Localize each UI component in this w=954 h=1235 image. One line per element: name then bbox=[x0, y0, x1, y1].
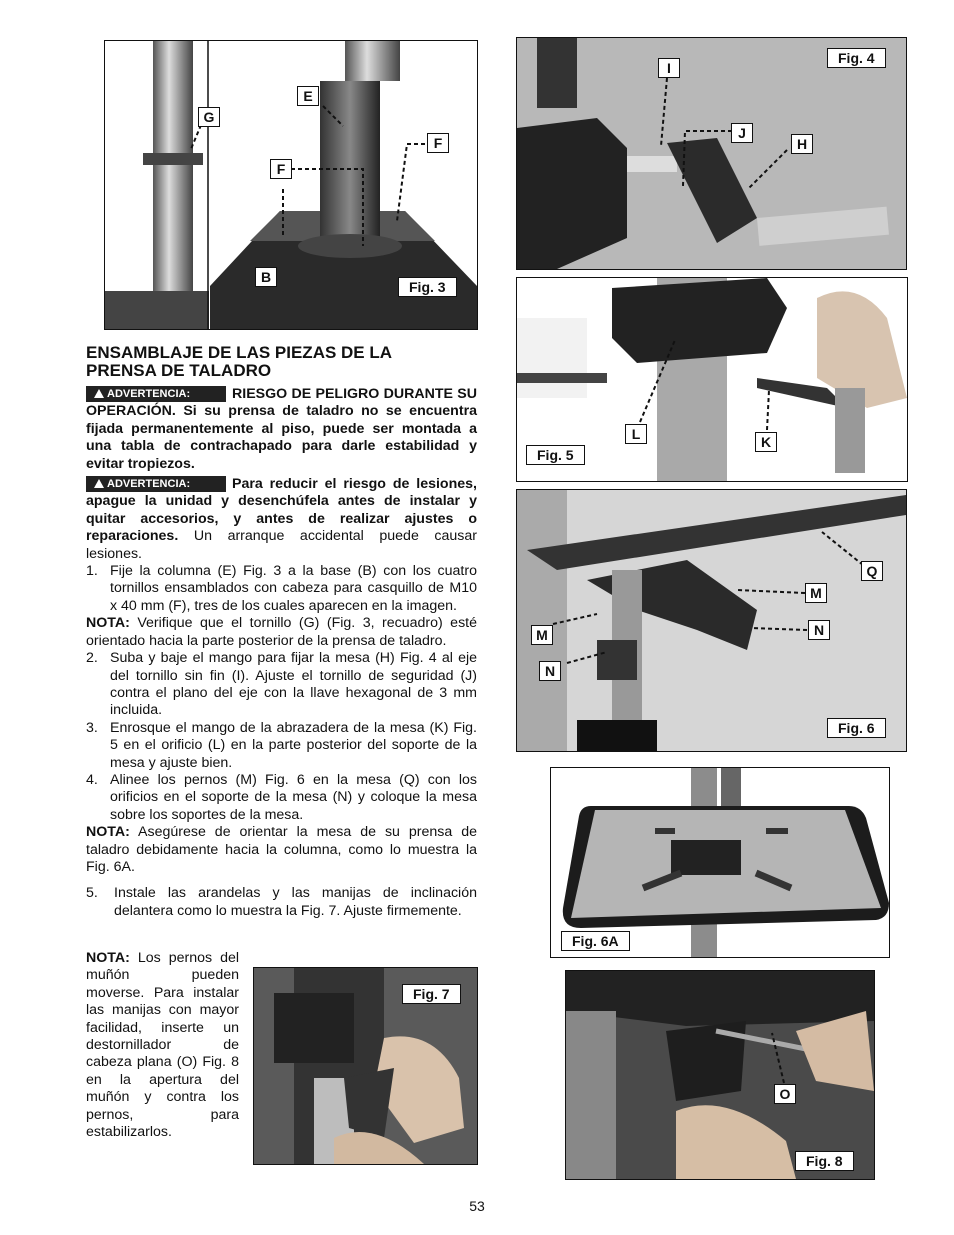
note-label: NOTA: bbox=[86, 824, 130, 841]
callout-q: Q bbox=[861, 561, 883, 581]
step-1 bbox=[86, 563, 477, 615]
step-3 bbox=[86, 720, 477, 772]
note-label: NOTA: bbox=[86, 615, 130, 632]
figure-8 bbox=[565, 970, 875, 1180]
warning-triangle-icon bbox=[94, 389, 104, 398]
callout-n-right: N bbox=[808, 620, 830, 640]
warning-2-bold-text: Para reducir el riesgo de lesiones, apague la unidad y desenchúfela antes de instalar y quitar accesorios, y antes de realizar ajustes o reparaciones. bbox=[86, 476, 477, 545]
callout-e: E bbox=[297, 86, 319, 106]
fig4-leaders bbox=[517, 38, 906, 269]
callout-o: O bbox=[774, 1084, 796, 1104]
callout-h: H bbox=[791, 134, 813, 154]
callout-f-right: F bbox=[427, 133, 449, 153]
fig3-label: Fig. 3 bbox=[398, 277, 457, 297]
page-number: 53 bbox=[469, 1198, 485, 1214]
step-text: Alinee los pernos (M) Fig. 6 en la mesa (Q) con los orificios en el soporte de la mesa (N) y coloque la mesa sobre los soportes de la mesa. bbox=[110, 771, 477, 823]
figure-6 bbox=[516, 489, 907, 752]
step-number: 3. bbox=[86, 719, 98, 736]
callout-m-right: M bbox=[805, 583, 827, 603]
figure-5 bbox=[516, 277, 908, 482]
warning-2 bbox=[86, 476, 477, 563]
section-title-line1: ENSAMBLAJE DE LAS PIEZAS DE LA bbox=[86, 343, 393, 362]
text-column bbox=[86, 344, 477, 920]
warning-2-text: Un arranque accidental puede causar lesiones. bbox=[86, 528, 477, 562]
note-label: NOTA: bbox=[86, 950, 130, 966]
note-1 bbox=[86, 615, 477, 650]
callout-j: J bbox=[731, 123, 753, 143]
note-3 bbox=[86, 950, 239, 1141]
step-number: 5. bbox=[86, 885, 98, 902]
note-3-text: Los pernos del muñón pueden moverse. Para instalar las manijas con mayor facilidad, inserte un destornillador de cabeza plana (O) Fig. 8 en la apertura del muñón y contra los pernos, para estabilizarlos. bbox=[86, 950, 239, 1141]
section-title bbox=[86, 344, 477, 380]
step-text: Suba y baje el mango para fijar la mesa (H) Fig. 4 al eje del tornillo sin fin (I). Ajuste el tornillo de seguridad (J) contra el plano del eje con la llave hexagonal de 3 mm incluida. bbox=[110, 650, 477, 719]
figure-6a bbox=[550, 767, 890, 958]
callout-k: K bbox=[755, 432, 777, 452]
step-number: 2. bbox=[86, 650, 98, 667]
step-number: 1. bbox=[86, 563, 98, 580]
warning-1-text: RIESGO DE PELIGRO DURANTE SU OPERACIÓN. Si su prensa de taladro no se encuentra fijada permanentemente al piso, puede ser montada a una tabla de contrachapado para darle estabilidad y evitar tropiezos. bbox=[86, 386, 477, 472]
warning-triangle-icon bbox=[94, 479, 104, 488]
step-2 bbox=[86, 650, 477, 720]
warning-1 bbox=[86, 386, 477, 473]
figure-3 bbox=[104, 40, 478, 330]
callout-f-left: F bbox=[270, 159, 292, 179]
figure-4 bbox=[516, 37, 907, 270]
warning-badge: ADVERTENCIA: bbox=[86, 386, 226, 402]
section-title-line2: PRENSA DE TALADRO bbox=[86, 361, 272, 380]
fig6-label: Fig. 6 bbox=[827, 718, 886, 738]
fig6-leaders bbox=[517, 490, 906, 751]
figure-7 bbox=[253, 967, 478, 1165]
fig4-label: Fig. 4 bbox=[827, 48, 886, 68]
fig8-leaders bbox=[566, 971, 874, 1179]
note-1-text: Verifique que el tornillo (G) (Fig. 3, recuadro) esté orientado hacia la parte posterior de la prensa de taladro. bbox=[86, 615, 477, 649]
note-2 bbox=[86, 824, 477, 876]
callout-l: L bbox=[625, 424, 647, 444]
fig6a-photo bbox=[551, 768, 889, 957]
step-5 bbox=[86, 885, 477, 920]
fig7-label: Fig. 7 bbox=[402, 984, 461, 1004]
fig5-label: Fig. 5 bbox=[526, 445, 585, 465]
warning-badge: ADVERTENCIA: bbox=[86, 476, 226, 492]
step-number: 4. bbox=[86, 771, 98, 788]
step-text: Fije la columna (E) Fig. 3 a la base (B) con los cuatro tornillos ensamblados con cabeza para casquillo de M10 x 40 mm (F), tres de los cuales aparecen en la imagen. bbox=[110, 563, 477, 614]
step-text: Instale las arandelas y las manijas de inclinación delantera como lo muestra la Fig. 7. Ajuste firmemente. bbox=[114, 885, 477, 919]
fig6a-label: Fig. 6A bbox=[561, 931, 630, 951]
step-text: Enrosque el mango de la abrazadera de la mesa (K) Fig. 5 en el orificio (L) en la parte posterior del soporte de la mesa y ajuste bien. bbox=[110, 719, 477, 771]
callout-b: B bbox=[255, 267, 277, 287]
fig8-label: Fig. 8 bbox=[795, 1151, 854, 1171]
callout-m-left: M bbox=[531, 625, 553, 645]
note-2-text: Asegúrese de orientar la mesa de su prensa de taladro debidamente hacia la columna, como lo muestra la Fig. 6A. bbox=[86, 824, 477, 875]
callout-n-left: N bbox=[539, 661, 561, 681]
step-4 bbox=[86, 772, 477, 824]
callout-i: I bbox=[658, 58, 680, 78]
callout-g: G bbox=[198, 107, 220, 127]
